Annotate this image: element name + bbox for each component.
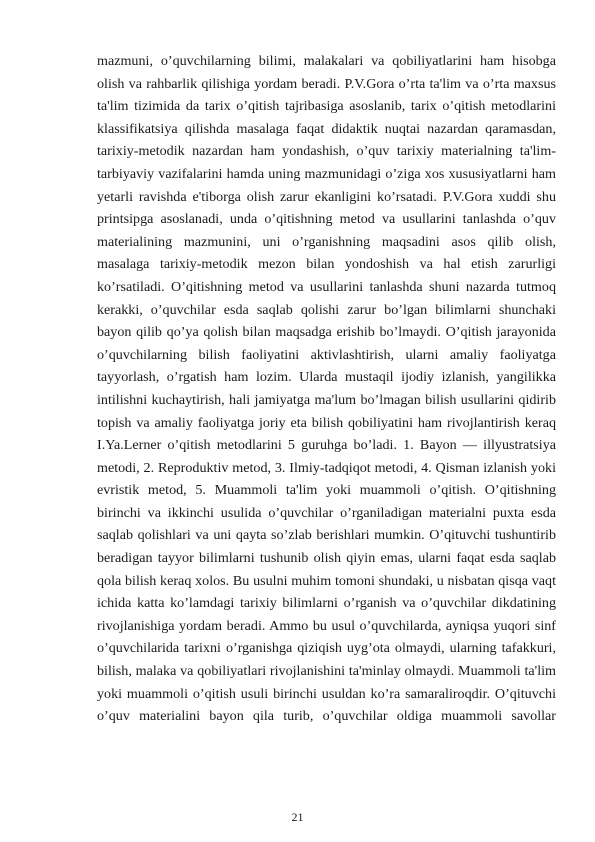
text-line: o’quvchilarning bilish faoliyatini aktivlashtirish, ularni amaliy faoliyatga (97, 346, 556, 363)
document-body (97, 50, 556, 728)
text-line: tayyorlash, o’rgatish ham lozim. Ularda mustaqil ijodiy izlanish, yangilikka (97, 369, 556, 386)
text-line: o’quv materialini bayon qila turib, o’quvchilar oldiga muammoli savollar (97, 708, 556, 725)
text-line: ko’rsatiladi. O’qitishning metod va usullarini tanlashda shuni nazarda tutmoq (97, 278, 556, 295)
text-line: I.Ya.Lerner o’qitish metodlarini 5 guruhga bo’ladi. 1. Bayon — illyustratsiya (97, 437, 556, 454)
text-line: rivojlanishiga yordam beradi. Ammo bu usul o’quvchilarda, ayniqsa yuqori sinf (97, 617, 556, 634)
text-line: topish va amaliy faoliyatga joriy eta bilish qobiliyatini ham rivojlantirish keraq (97, 414, 556, 431)
text-line: tarbiyaviy vazifalarini hamda uning mazmunidagi o’ziga xos xususiyatlarni ham (97, 165, 556, 182)
text-line: bayon qilib qo’ya qolish bilan maqsadga erishib bo’lmaydi. O’qitish jarayonida (97, 324, 556, 341)
text-line: ta'lim tizimida da tarix o’qitish tajribasiga asoslanib, tarix o’qitish metodlarini (97, 98, 556, 115)
text-line: yetarli ravishda e'tiborga olish zarur ekanligini ko’rsatadi. P.V.Gora xuddi shu (97, 188, 556, 205)
text-line: o’quvchilarida tarixni o’rganishga qiziqish uyg’ota olmaydi, ularning tafakkuri, (97, 640, 556, 657)
text-line: intilishni kuchaytirish, hali jamiyatga ma'lum bo’lmagan bilish usullarini qidirib (97, 391, 556, 408)
text-line: kerakki, o’quvchilar esda saqlab qolishi zarur bo’lgan bilimlarni shunchaki (97, 301, 556, 318)
text-line: qola bilish keraq xolos. Bu usulni muhim tomoni shundaki, u nisbatan qisqa vaqt (97, 572, 556, 589)
text-line: bilish, malaka va qobiliyatlari rivojlanishini ta'minlay olmaydi. Muammoli ta'lim (97, 663, 556, 680)
text-line: evristik metod, 5. Muammoli ta'lim yoki muammoli o’qitish. O’qitishning (97, 482, 556, 499)
text-line: olish va rahbarlik qilishiga yordam beradi. P.V.Gora o’rta ta'lim va o’rta maxsus (97, 75, 556, 92)
text-line: saqlab qolishlari va uni qayta so’zlab berishlari mumkin. O’qituvchi tushuntirib (97, 527, 556, 544)
text-line: yoki muammoli o’qitish usuli birinchi usuldan ko’ra samaraliroqdir. O’qituvchi (97, 685, 556, 702)
text-line: masalaga tarixiy-metodik mezon bilan yondoshish va hal etish zarurligi (97, 256, 556, 273)
text-line: materialining mazmunini, uni o’rganishning maqsadini asos qilib olish, (97, 233, 556, 250)
page-number: 21 (291, 810, 304, 824)
text-line: ichida katta ko’lamdagi tarixiy bilimlarni o’rganish va o’quvchilar dikdatining (97, 595, 556, 612)
text-line: tarixiy-metodik nazardan ham yondashish, o’quv tarixiy materialning ta'lim- (97, 143, 556, 160)
text-line: birinchi va ikkinchi usulida o’quvchilar o’rganiladigan materialni puxta esda (97, 504, 556, 521)
text-line: printsipga asoslanadi, unda o’qitishning metod va usullarini tanlashda o’quv (97, 211, 556, 228)
text-line: klassifikatsiya qilishda masalaga faqat didaktik nuqtai nazardan qaramasdan, (97, 120, 556, 137)
text-line: mazmuni, o’quvchilarning bilimi, malakalari va qobiliyatlarini ham hisobga (97, 53, 556, 69)
text-line: metodi, 2. Reproduktiv metod, 3. Ilmiy-tadqiqot metodi, 4. Qisman izlanish yoki (97, 459, 556, 476)
text-line: beradigan tayyor bilimlarni tushunib olish qiyin emas, ularni faqat esda saqlab (97, 550, 556, 567)
